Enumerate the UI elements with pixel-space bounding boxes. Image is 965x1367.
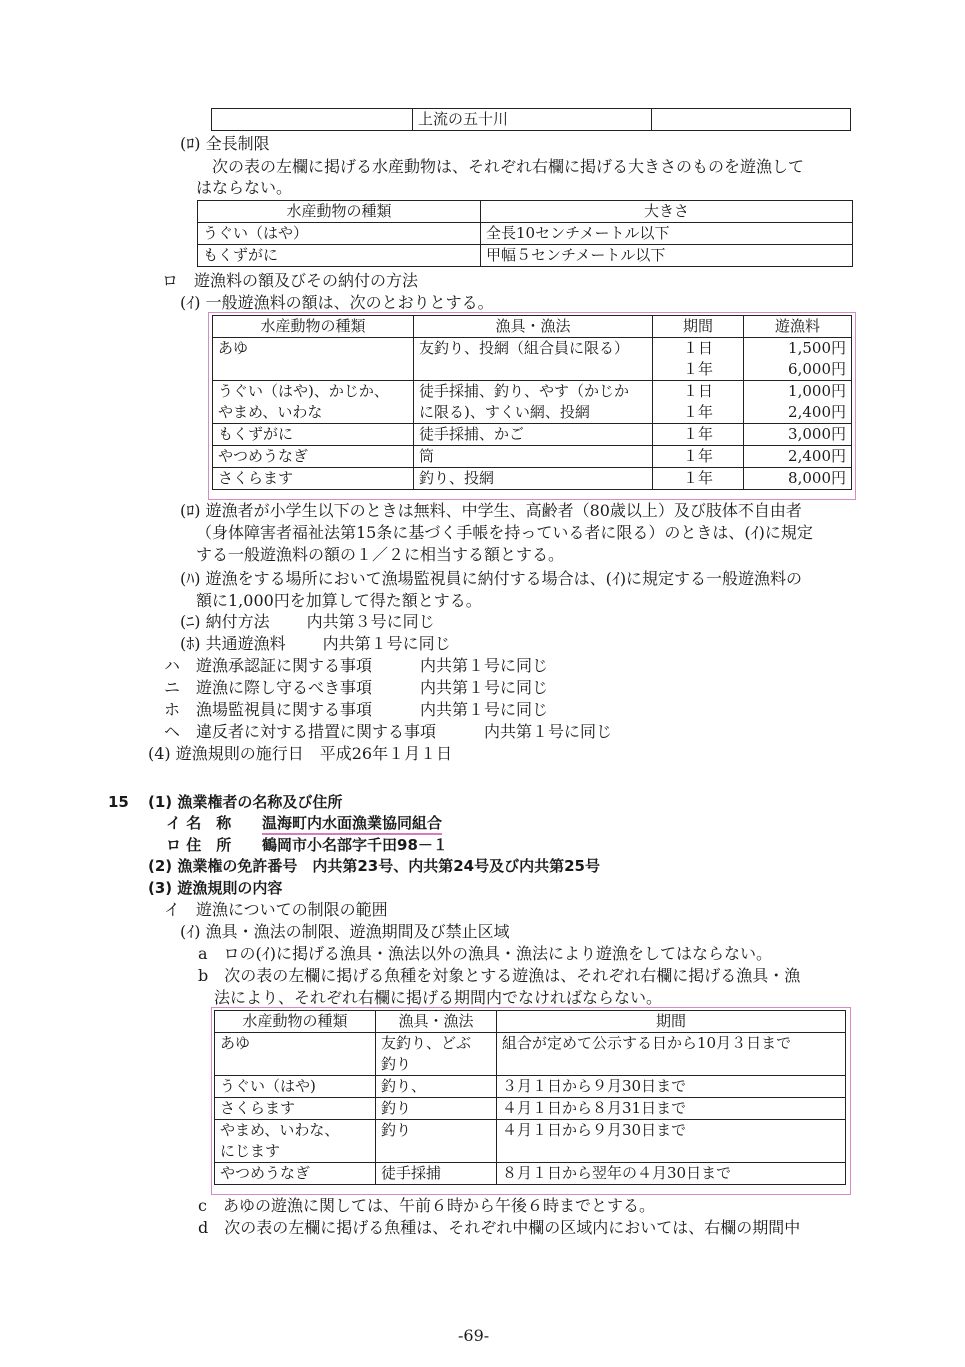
fee-table — [212, 315, 852, 490]
name-label: イ 名 称 — [166, 814, 232, 832]
fee-amount: 1,500円 — [788, 339, 846, 357]
section-number: 15 — [108, 793, 129, 811]
period-gear: 釣り — [381, 1055, 412, 1073]
period-value: ８月１日から翌年の４月30日まで — [497, 1163, 846, 1185]
item-4: (4) 遊漁規則の施行日 平成26年１月１日 — [148, 744, 453, 763]
size-header-species: 水産動物の種類 — [198, 201, 481, 223]
sec15-heading-3: (3) 遊漁規則の内容 — [148, 879, 283, 897]
zencho-body-2: はならない。 — [196, 178, 293, 197]
size-value: 甲幅５センチメートル以下 — [481, 245, 853, 267]
period-species: さくらます — [215, 1098, 376, 1120]
period-gear: 友釣り、どぶ — [381, 1034, 472, 1052]
ro-section-heading: ロ 遊漁料の額及びその納付の方法 — [162, 271, 419, 290]
fee-amount: 6,000円 — [788, 360, 846, 378]
fee-gear: 徒手採捕、かご — [414, 424, 653, 446]
fee-species: やまめ、いわな — [218, 403, 323, 421]
item-ha: ハ 遊漁承認証に関する事項 内共第１号に同じ — [164, 656, 549, 675]
size-limit-table — [197, 200, 853, 267]
period-gear: 釣り、 — [376, 1076, 497, 1098]
fee-gear: 筒 — [414, 446, 653, 468]
period-species: やつめうなぎ — [215, 1163, 376, 1185]
fee-species: うぐい（はや)、かじか、 — [218, 382, 389, 400]
period-species: あゆ — [215, 1033, 376, 1076]
fee-amount: 3,000円 — [744, 424, 852, 446]
fee-header-period: 期間 — [653, 316, 744, 338]
table-row — [198, 223, 853, 245]
ha-rule-2: 額に1,000円を加算して得た額とする。 — [196, 591, 482, 610]
sec15-item-ii: (ｲ) 漁具・漁法の制限、遊漁期間及び禁止区域 — [180, 922, 510, 941]
table-row — [215, 1098, 846, 1120]
table-row — [215, 1076, 846, 1098]
item-ho: ホ 漁場監視員に関する事項 内共第１号に同じ — [164, 700, 549, 719]
sec15-item-b-1: b 次の表の左欄に掲げる魚種を対象とする遊漁は、それぞれ右欄に掲げる漁具・漁 — [198, 966, 801, 985]
period-value: ３月１日から９月30日まで — [497, 1076, 846, 1098]
period-value: 組合が定めて公示する日から10月３日まで — [497, 1033, 846, 1076]
fee-header-gear: 漁具・漁法 — [414, 316, 653, 338]
table-row — [215, 1163, 846, 1185]
period-header-gear: 漁具・漁法 — [376, 1011, 497, 1033]
sec15-heading-2: (2) 漁業権の免許番号 内共第23号、内共第24号及び内共第25号 — [148, 857, 600, 875]
size-header-size: 大きさ — [481, 201, 853, 223]
period-value: ４月１日から８月31日まで — [497, 1098, 846, 1120]
ro-rule-3: する一般遊漁料の額の１／２に相当する額とする。 — [196, 545, 565, 564]
fee-period: １日 — [682, 382, 713, 400]
item-he: ヘ 違反者に対する措置に関する事項 内共第１号に同じ — [164, 722, 613, 741]
table-row — [213, 468, 852, 490]
fee-species: もくずがに — [213, 424, 414, 446]
zencho-heading: (ﾛ) 全長制限 — [180, 134, 270, 153]
fee-period: １年 — [653, 446, 744, 468]
table-row — [213, 446, 852, 468]
fee-amount: 2,400円 — [788, 403, 846, 421]
ni-rule: (ﾆ) 納付方法 内共第３号に同じ — [180, 612, 435, 631]
table-row — [215, 1120, 846, 1163]
fee-period: １年 — [682, 403, 713, 421]
top-table-cell: 上流の五十川 — [413, 109, 652, 131]
period-gear: 釣り — [376, 1098, 497, 1120]
fee-gear: 徒手採捕、釣り、やす（かじか — [419, 382, 630, 400]
period-gear: 徒手採捕 — [376, 1163, 497, 1185]
fee-amount: 8,000円 — [744, 468, 852, 490]
period-gear: 釣り — [376, 1120, 497, 1163]
fee-header-species: 水産動物の種類 — [213, 316, 414, 338]
fee-period: １年 — [682, 360, 713, 378]
fee-species: さくらます — [213, 468, 414, 490]
period-species: にじます — [220, 1142, 281, 1160]
table-row — [213, 381, 852, 424]
period-header-period: 期間 — [497, 1011, 846, 1033]
period-species: やまめ、いわな、 — [220, 1121, 340, 1139]
item-ni: ニ 遊漁に際し守るべき事項 内共第１号に同じ — [164, 678, 549, 697]
page-number: -69- — [458, 1326, 490, 1345]
sec15-item-a: a ロの(ｲ)に掲げる漁具・漁法以外の漁具・漁法により遊漁をしてはならない。 — [198, 944, 773, 963]
fee-gear: 釣り、投網 — [414, 468, 653, 490]
fee-species: やつめうなぎ — [213, 446, 414, 468]
sec15-item-d: d 次の表の左欄に掲げる魚種は、それぞれ中欄の区域内においては、右欄の期間中 — [198, 1218, 801, 1237]
ho-rule: (ﾎ) 共通遊漁料 内共第１号に同じ — [180, 634, 451, 653]
fee-period: １年 — [653, 468, 744, 490]
fee-period: １年 — [653, 424, 744, 446]
sec15-item-i: イ 遊漁についての制限の範囲 — [164, 900, 388, 919]
ro-rule-2: （身体障害者福祉法第15条に基づく手帳を持っている者に限る）のときは、(ｲ)に規定 — [196, 523, 813, 542]
size-value: 全長10センチメートル以下 — [481, 223, 853, 245]
size-species: もくずがに — [198, 245, 481, 267]
sec15-heading-1: (1) 漁業権者の名称及び住所 — [148, 793, 343, 811]
sec15-item-c: c あゆの遊漁に関しては、午前６時から午後６時までとする。 — [198, 1196, 655, 1215]
period-species: うぐい（はや) — [215, 1076, 376, 1098]
ha-rule-1: (ﾊ) 遊漁をする場所において漁場監視員に納付する場合は、(ｲ)に規定する一般遊漁料の — [180, 569, 803, 588]
period-table — [214, 1010, 846, 1185]
fee-header-fee: 遊漁料 — [744, 316, 852, 338]
zencho-body-1: 次の表の左欄に掲げる水産動物は、それぞれ右欄に掲げる大きさのものを遊漁して — [212, 157, 805, 176]
fee-amount: 2,400円 — [744, 446, 852, 468]
fee-species: あゆ — [218, 339, 249, 357]
address-label: ロ 住 所 — [166, 836, 232, 854]
size-species: うぐい（はや） — [198, 223, 481, 245]
sec15-item-b-2: 法により、それぞれ右欄に掲げる期間内でなければならない。 — [214, 988, 663, 1007]
name-value: 温海町内水面漁業協同組合 — [262, 813, 442, 835]
period-header-species: 水産動物の種類 — [215, 1011, 376, 1033]
table-row — [213, 424, 852, 446]
fee-gear: 友釣り、投網（組合員に限る） — [419, 339, 630, 357]
ro-rule-1: (ﾛ) 遊漁者が小学生以下のときは無料、中学生、高齢者（80歳以上）及び肢体不自由者 — [180, 501, 802, 520]
top-fragment-table — [211, 108, 851, 131]
address-value: 鶴岡市小名部字千田98－１ — [262, 836, 448, 854]
fee-gear: に限る)、すくい網、投網 — [419, 403, 590, 421]
ro-sub-i: (ｲ) 一般遊漁料の額は、次のとおりとする。 — [180, 293, 494, 312]
fee-amount: 1,000円 — [788, 382, 846, 400]
table-row — [215, 1033, 846, 1076]
fee-period: １日 — [682, 339, 713, 357]
table-row — [198, 245, 853, 267]
period-value: ４月１日から９月30日まで — [497, 1120, 846, 1163]
table-row — [213, 338, 852, 381]
